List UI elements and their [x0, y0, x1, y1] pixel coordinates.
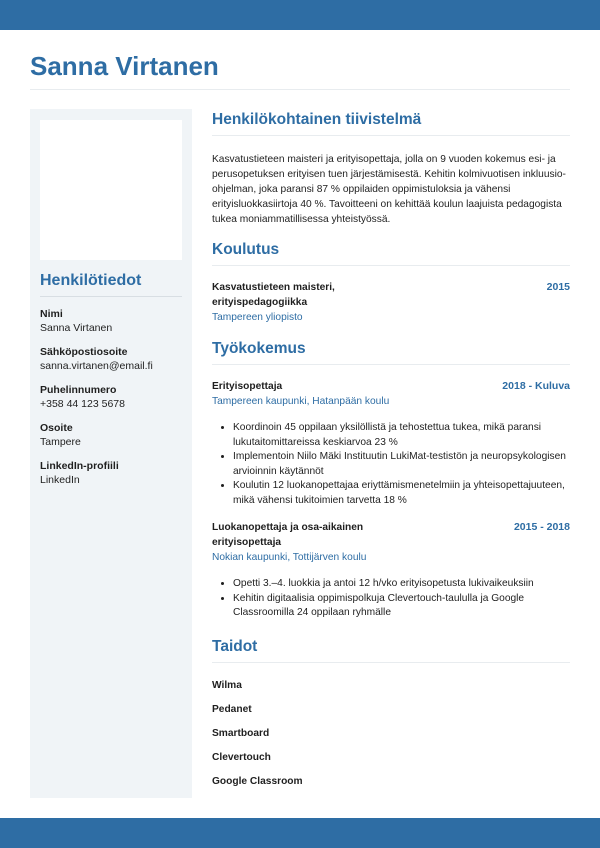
candidate-name: Sanna Virtanen: [30, 51, 219, 81]
employer-name: Nokian kaupunki, Tottijärven koulu: [212, 552, 367, 563]
section-divider: [212, 364, 570, 365]
main-content: [212, 110, 570, 799]
skill-item: Google Classroom: [212, 775, 303, 787]
summary-heading: Henkilökohtainen tiivistelmä: [212, 111, 422, 128]
field-email: [40, 345, 182, 374]
skill-item: Pedanet: [212, 703, 252, 715]
list-item: • Koordinoin 45 oppilaan yksilöllistä ja tehostettua tukea, mikä paransi lukutaitomittareissa keskiarvoa 23 %: [233, 421, 570, 450]
education-section: [212, 240, 570, 325]
employer-name: Tampereen kaupunki, Hatanpään koulu: [212, 396, 390, 407]
experience-heading: Työkokemus: [212, 340, 306, 357]
field-name: [40, 307, 182, 336]
linkedin-link[interactable]: LinkedIn: [40, 474, 80, 486]
skills-section: [212, 637, 570, 789]
field-label: LinkedIn-profiili: [40, 460, 119, 472]
school-name: Tampereen yliopisto: [212, 312, 303, 323]
bottom-accent-bar: [0, 818, 600, 848]
experience-section: [212, 339, 570, 621]
phone-value: +358 44 123 5678: [40, 398, 125, 410]
field-phone: [40, 383, 182, 412]
job-title: Luokanopettaja ja osa-aikainen erityisopettaja: [212, 522, 364, 548]
personal-info-fields: [40, 307, 182, 497]
section-divider: [212, 265, 570, 266]
job-entry: [212, 520, 570, 621]
job-title: Erityisopettaja: [212, 381, 283, 392]
job-dates: 2018 - Kuluva: [502, 380, 570, 392]
job-entry: [212, 379, 570, 508]
field-value: Sanna Virtanen: [40, 322, 113, 334]
name-divider: [30, 89, 570, 90]
list-item: • Implementoin Niilo Mäki Instituutin LukiMat-testistön ja neuropsykologisen arvioinnin käytännöt: [233, 450, 570, 479]
list-item: • Kehitin digitaalisia oppimispolkuja Clevertouch-taululla ja Google Classroomilla 24 oppilaan ryhmälle: [233, 592, 570, 621]
personal-info-heading: Henkilötiedot: [40, 272, 142, 289]
field-linkedin: [40, 459, 182, 488]
section-divider: [212, 135, 570, 136]
sidebar: [30, 109, 192, 798]
profile-photo-placeholder: [40, 120, 182, 260]
field-label: Sähköpostiosoite: [40, 346, 128, 358]
list-item: • Koulutin 12 luokanopettajaa eriyttämismenetelmiin ja yhteisopettajuuteen, mikä vähensi tukitoimien tarvetta 18 %: [233, 479, 570, 508]
education-entry: [212, 280, 570, 325]
field-label: Puhelinnumero: [40, 384, 117, 396]
field-label: Osoite: [40, 422, 73, 434]
skill-item: Wilma: [212, 679, 242, 691]
skills-heading: Taidot: [212, 637, 258, 655]
job-dates: 2015 - 2018: [513, 521, 570, 533]
section-divider: [212, 662, 570, 663]
graduation-year: 2015: [546, 281, 570, 293]
job-achievements: [212, 421, 570, 508]
top-accent-bar: [0, 0, 600, 30]
summary-text: Kasvatustieteen maisteri ja erityisopettaja, jolla on 9 vuoden kokemus esi- ja perusopetuksen erityisen tuen järjestämisestä. Kehitin kolmivuotisen inkluusio-ohjelman, joka paransi 87 % oppilaiden oppimistuloksia ja vähensi erityisluokkasiirtoja 40 %. Tavoitteeni on kehittää koulun laajuista pedagogista tukea moniammatillisessa yhteistyössä.: [212, 154, 566, 225]
field-value: Tampere: [40, 436, 81, 448]
skill-item: Clevertouch: [212, 751, 271, 763]
list-item: • Opetti 3.–4. luokkia ja antoi 12 h/vko erityisopetusta lukivaikeuksiin: [233, 577, 570, 592]
skill-item: Smartboard: [212, 727, 270, 739]
job-achievements: [212, 577, 570, 621]
field-label: Nimi: [40, 308, 63, 320]
summary-section: [212, 110, 570, 227]
degree-title: Kasvatustieteen maisteri, erityispedagogiikka: [212, 282, 335, 308]
skills-list: [212, 679, 570, 789]
sidebar-divider: [40, 296, 182, 297]
education-heading: Koulutus: [212, 241, 280, 258]
email-value[interactable]: sanna.virtanen@email.fi: [40, 360, 153, 372]
field-address: [40, 421, 182, 450]
